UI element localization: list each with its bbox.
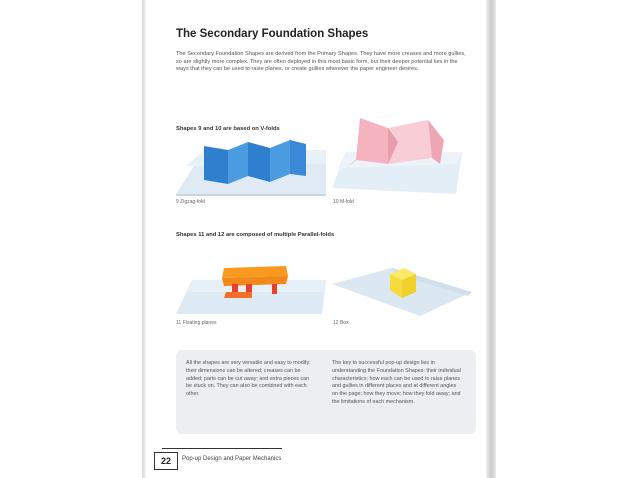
section-heading-vfolds: Shapes 9 and 10 are based on V-folds — [176, 126, 280, 132]
section-heading-parallel-folds: Shapes 11 and 12 are composed of multiple Parallel-folds — [176, 232, 335, 238]
notes-box — [176, 350, 476, 434]
page-title: The Secondary Foundation Shapes — [176, 28, 369, 40]
figure-m-fold — [332, 112, 462, 198]
note-key-to-design: The key to successful pop-up design lies in understanding the Foundation Shapes: their individual characteristics; how each can be used to raise planes and gullies in different places and at different angles on the page; how they move; how they fold away; and the limitations of each mechanism. — [332, 360, 461, 405]
book-page — [146, 0, 486, 478]
page-number: 22 — [154, 452, 178, 470]
running-footer-title: Pop-up Design and Paper Mechanics — [182, 456, 282, 462]
intro-paragraph: The Secondary Foundation Shapes are derived from the Primary Shapes. They have more creases and more gullies, so are slightly more complex. They are often deployed in this most basic form, but their deeper potential lies in the ways that they can be used to raise planes, or create gullies wherever the paper engineer desires. — [176, 51, 466, 73]
caption-figure-12: 12 Box — [333, 320, 349, 326]
footer-rule — [162, 448, 282, 449]
figure-zigzag-fold — [176, 136, 326, 198]
caption-figure-10: 10 M-fold — [333, 199, 354, 205]
figure-box — [332, 262, 472, 318]
note-versatility: All the shapes are very versatile and easy to modify: their dimensions can be altered; creases can be added; parts can be cut away; and extra pieces can be stuck on. They can also be combined with each other. — [186, 360, 311, 398]
figure-floating-planes — [176, 262, 326, 318]
caption-figure-11: 11 Floating planes — [176, 320, 217, 326]
caption-figure-9: 9 Zigzag-fold — [176, 199, 205, 205]
page-shadow-right — [486, 0, 496, 478]
